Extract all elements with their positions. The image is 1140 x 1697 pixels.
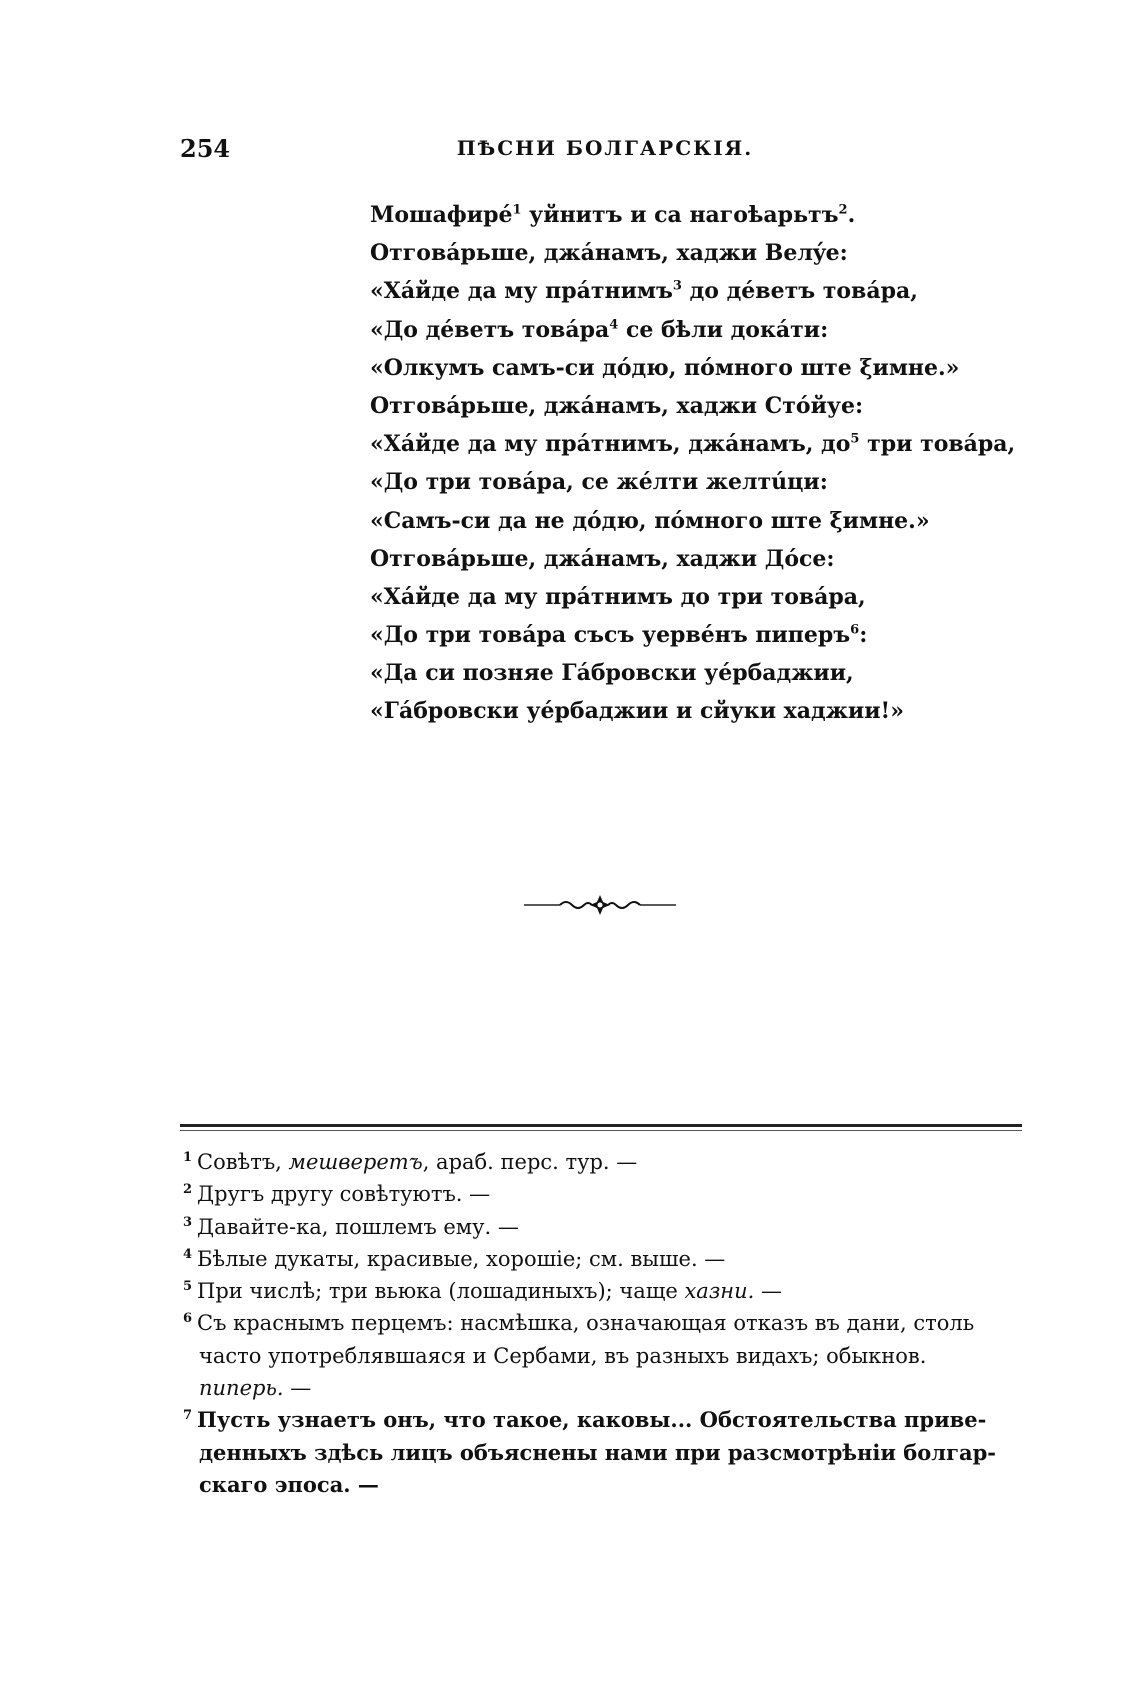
verse-line (370, 311, 930, 349)
footnote-rule-thin (180, 1130, 1022, 1131)
verse-text: до дéветъ товáра, (681, 278, 918, 305)
footnote-text: денныхъ здѣсь лицъ объяснены нами при разсмотрѣніи болгар- (199, 1439, 996, 1465)
verse-text: «Хáйде да му прáтнимъ до три товáра, (370, 583, 866, 610)
footnote-text: часто употреблявшаяся и Сербами, въ разныхъ видахъ; обыкнов. (199, 1343, 927, 1368)
ornament-divider-icon (520, 893, 680, 917)
verse-line (370, 349, 960, 387)
footnote-line: 6 Съ краснымъ перцемъ: насмѣшка, означающая отказъ въ дани, столь (183, 1311, 975, 1336)
footnote-line: 2 Другъ другу совѣтуютъ. — (183, 1182, 491, 1207)
verse-line (370, 272, 930, 310)
footnote-line: 4 Бѣлые дукаты, красивые, хорошіе; см. выше. — (183, 1246, 726, 1271)
footnote-ref: 3 (672, 279, 682, 295)
footnote-italic-term: мешверетъ (288, 1150, 423, 1174)
footnote-rule (180, 1124, 1022, 1127)
footnote-ref: 2 (838, 202, 848, 218)
footnote-ref: 5 (850, 431, 860, 447)
footnotes (183, 1146, 1025, 1501)
verse-text: «До три товáра съсъ уервéнъ пиперъ (370, 622, 851, 649)
verse-text: «Гáбровски уéрбаджии и сйуки хаджии!» (370, 698, 904, 725)
footnote-text: Давайте-ка, пошлемъ ему. — (197, 1214, 519, 1239)
footnote-line (183, 1469, 1025, 1501)
verse-text: Отговáрьше, джáнамъ, хаджи Стóйуе: (370, 392, 864, 419)
verse-line (370, 425, 1016, 463)
footnote-text: — (283, 1376, 312, 1401)
footnote-italic-term: хазни. (684, 1279, 755, 1304)
footnote-1 (183, 1146, 1025, 1178)
footnote-2 (183, 1178, 1025, 1210)
footnote-line: 5 При числѣ; три вьюка (лошадиныхъ); чаще хазни. — (183, 1279, 782, 1304)
footnote-line (183, 1340, 1025, 1372)
verse-text: «Самъ-си да не дóдю, пóмного ште ξимне.» (370, 507, 930, 534)
verse-line (370, 502, 930, 540)
verse-text: Отговáрьше, джáнамъ, хаджи Дóсе: (370, 545, 835, 572)
verse-text: . (847, 202, 856, 228)
verse-text: Мошафирé (370, 202, 513, 228)
footnote-line: 3 Давайте-ка, пошлемъ ему. — (183, 1214, 519, 1239)
song-verse (370, 196, 1016, 731)
footnote-text: Пусть узнаетъ онъ, что такое, каковы... Обстоятельства приве- (197, 1407, 987, 1433)
footnote-text: — (754, 1279, 782, 1304)
footnote-ref: 1 (512, 202, 522, 218)
footnote-text: Другъ другу совѣтуютъ. — (197, 1182, 491, 1207)
footnote-text: При числѣ; три вьюка (лошадиныхъ); чаще (197, 1279, 685, 1304)
verse-line (370, 578, 930, 616)
footnote-3 (183, 1211, 1025, 1243)
verse-text: : (859, 622, 868, 649)
verse-line (370, 234, 930, 272)
verse-text: три товáра, (859, 431, 1016, 458)
footnote-text: , араб. перс. тур. — (422, 1150, 638, 1174)
page-number: 254 (180, 134, 231, 163)
verse-text: «Олкумъ самъ-си дóдю, пóмного ште ξимне.» (370, 354, 960, 381)
verse-text: «Хáйде да му прáтнимъ (370, 278, 673, 305)
verse-line (370, 616, 930, 654)
footnote-text: Совѣтъ, (197, 1150, 289, 1174)
page-header (180, 134, 1030, 174)
footnote-text: Бѣлые дукаты, красивые, хорошіе; см. выше. — (197, 1246, 726, 1271)
verse-text: Отговáрьше, джáнамъ, хаджи Велýе: (370, 240, 848, 267)
footnote-line (183, 1372, 1025, 1404)
verse-text: се бѣли докáти: (618, 316, 829, 343)
footnote-italic-term: пиперь. (199, 1376, 284, 1401)
footnote-ref: 4 (609, 317, 619, 333)
verse-line (370, 540, 930, 578)
footnote-7 (183, 1404, 1025, 1501)
footnote-4 (183, 1243, 1025, 1275)
verse-line (370, 463, 930, 501)
verse-line (370, 196, 930, 234)
running-head: ПѢСНИ БОЛГАРСКІЯ. (456, 136, 754, 160)
footnote-6 (183, 1307, 1025, 1404)
verse-line (370, 654, 930, 692)
footnote-line: 1 Совѣтъ, мешверетъ, араб. перс. тур. — (183, 1150, 638, 1174)
verse-line (370, 692, 930, 730)
footnote-text: скаго эпоса. — (199, 1471, 379, 1497)
verse-text: «До дéветъ товáра (370, 316, 610, 343)
footnote-line: 7 Пусть узнаетъ онъ, что такое, каковы... Обстоятельства приве- (183, 1407, 987, 1433)
footnote-text: Съ краснымъ перцемъ: насмѣшка, означающая отказъ въ дани, столь (197, 1311, 975, 1336)
footnote-5 (183, 1275, 1025, 1307)
footnote-line (183, 1437, 1025, 1469)
footnote-ref: 6 (850, 622, 860, 638)
verse-text: «Хáйде да му прáтнимъ, джáнамъ, до (370, 431, 851, 458)
verse-line (370, 387, 930, 425)
verse-text: «Да си позняе Гáбровски уéрбаджии, (370, 660, 854, 687)
verse-text: «До три товáра, се жéлти желтúци: (370, 469, 828, 496)
verse-text: уйнитъ и са нагоѣарьтъ (521, 202, 839, 228)
